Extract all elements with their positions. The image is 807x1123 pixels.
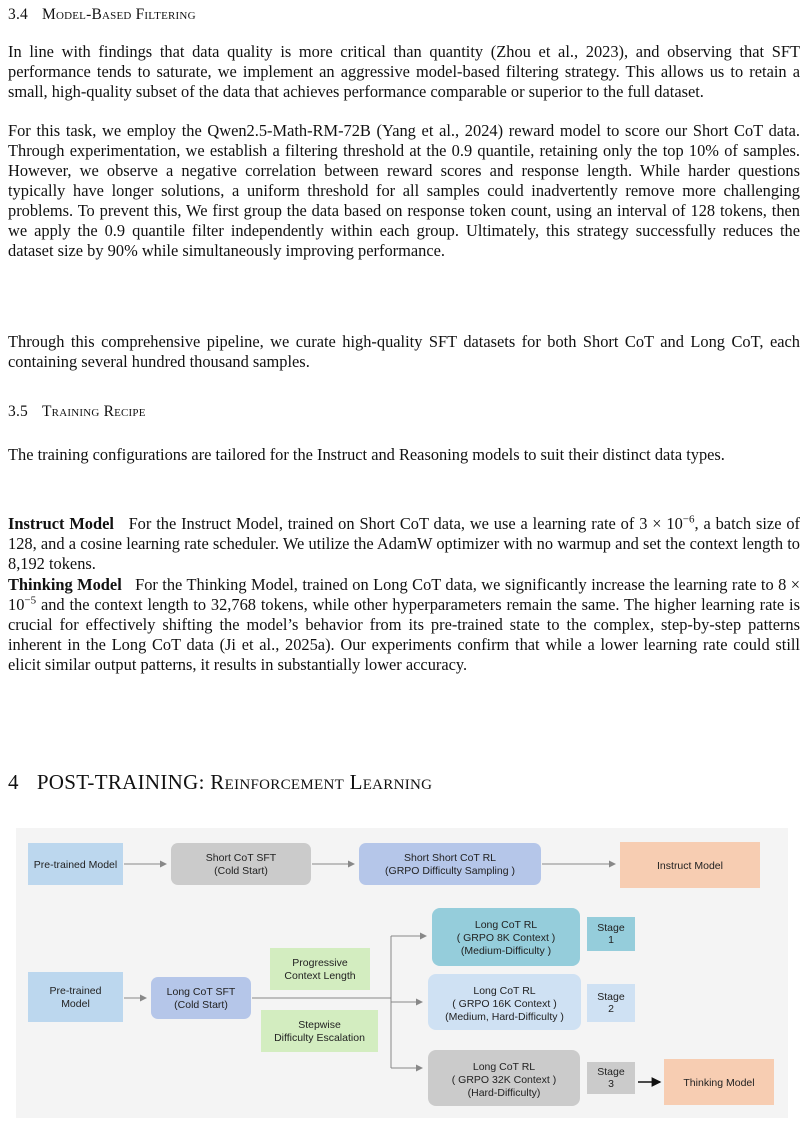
short-cot-sft-box bbox=[171, 843, 311, 885]
section-title: Training Recipe bbox=[41, 403, 146, 420]
long-cot-sft-box bbox=[151, 977, 251, 1019]
stage3-tag-word: Stage bbox=[597, 1066, 625, 1078]
paragraph-training-config: The training configurations are tailored for the Instruct and Reasoning models to suit their distinct data types. bbox=[8, 445, 725, 464]
stage1-tag-number: 1 bbox=[608, 934, 614, 946]
paragraph-filtering-intro: In line with findings that data quality is more critical than quantity (Zhou et al., 2023), and observing that SFT performance tends to saturate, we implement an aggressive model-based filtering strategy. This allows us to retain a small, high-quality subset of the data that achieves performance comparable or superior to the full dataset. bbox=[8, 42, 800, 101]
section-heading-3-4 bbox=[8, 6, 196, 24]
chapter-number: 4 bbox=[8, 770, 19, 794]
stage2-tag-word: Stage bbox=[597, 991, 625, 1003]
stage3-tag-number: 3 bbox=[608, 1078, 614, 1090]
long-cot-sft-label: Long CoT SFT bbox=[166, 986, 236, 998]
pretrained-model-box-2 bbox=[28, 972, 123, 1022]
short-cot-rl-label: Short Short CoT RL bbox=[403, 852, 497, 864]
post-training-pipeline-figure bbox=[16, 828, 788, 1118]
long-cot-sft-sublabel: (Cold Start) bbox=[174, 999, 228, 1011]
stage1-line2: ( GRPO 8K Context ) bbox=[456, 932, 556, 944]
pretrained-label-line2: Model bbox=[61, 998, 90, 1010]
paragraph-head: Thinking Model bbox=[8, 575, 122, 594]
short-cot-rl-box bbox=[359, 843, 541, 885]
stage3-line3: (Hard-Difficulty) bbox=[467, 1087, 541, 1099]
short-cot-sft-label: Short CoT SFT bbox=[205, 852, 277, 864]
stage1-line3: (Medium-Difficulty ) bbox=[460, 945, 552, 957]
stepwise-difficulty-box bbox=[261, 1010, 378, 1052]
stage2-line3: (Medium, Hard-Difficulty ) bbox=[445, 1011, 564, 1023]
stage2-line2: ( GRPO 16K Context ) bbox=[452, 998, 557, 1010]
instruct-model-label: Instruct Model bbox=[657, 860, 723, 872]
difficulty-escalation-label: Difficulty Escalation bbox=[274, 1032, 365, 1044]
chapter-heading-4 bbox=[8, 770, 432, 795]
stage3-line1: Long CoT RL bbox=[472, 1061, 536, 1073]
stage2-line1: Long CoT RL bbox=[473, 985, 536, 997]
chapter-title: POST-TRAINING: Reinforcement Learning bbox=[36, 770, 433, 794]
short-cot-sft-sublabel: (Cold Start) bbox=[214, 865, 268, 877]
pretrained-model-label: Pre-trained Model bbox=[33, 859, 118, 871]
section-number: 3.5 bbox=[8, 403, 28, 420]
section-heading-3-5 bbox=[8, 403, 146, 421]
section-title: Model-Based Filtering bbox=[41, 6, 196, 23]
stage3-line2: ( GRPO 32K Context ) bbox=[451, 1074, 557, 1086]
paragraph-head: Instruct Model bbox=[8, 514, 114, 533]
section-number: 3.4 bbox=[8, 6, 28, 23]
context-length-label: Context Length bbox=[284, 970, 356, 982]
progressive-label: Progressive bbox=[292, 957, 348, 969]
stage1-tag-word: Stage bbox=[597, 922, 625, 934]
pretrained-label-line1: Pre-trained bbox=[49, 985, 102, 997]
paragraph-instruct-model: Instruct Model For the Instruct Model, trained on Short CoT data, we use a learning rate of $3 \times 10^{-6}$, a batch size of 128, and a cosine learning rate scheduler. We utilize the AdamW optimizer with no warmup and set the context length to 8,192 tokens. bbox=[8, 513, 800, 573]
paragraph-pipeline-summary: Through this comprehensive pipeline, we curate high-quality SFT datasets for both Short CoT and Long CoT, each containing several hundred thousand samples. bbox=[8, 332, 800, 371]
stage1-line1: Long CoT RL bbox=[474, 919, 538, 931]
progressive-context-box bbox=[270, 948, 370, 990]
paragraph-thinking-model: Thinking Model For the Thinking Model, trained on Long CoT data, we significantly increase the learning rate to $8 \times 10^{-5}$ and the context length to 32,768 tokens, while other hyperparameters remain the same. The higher learning rate is crucial for effectively shifting the model’s behavior from its pre-trained state to the complex, step-by-step patterns inherent in the Long CoT data (Ji et al., 2025a). Our experiments confirm that while a lower learning rate could still elicit similar output patterns, it results in substantially lower accuracy. bbox=[8, 575, 800, 674]
paragraph-filtering-method: For this task, we employ the Qwen2.5-Math-RM-72B (Yang et al., 2024) reward model to score our Short CoT data. Through experimentation, we establish a filtering threshold at the 0.9 quantile, retaining only the top 10% of samples. However, we observe a negative correlation between reward scores and response length. While harder questions typically have longer solutions, a uniform threshold for all samples could inadvertently remove more challenging problems. To prevent this, We first group the data based on response token count, using an interval of 128 tokens, then we apply the 0.9 quantile filter independently within each group. Ultimately, this strategy successfully reduces the dataset size by 90% while simultaneously improving performance. bbox=[8, 121, 800, 260]
thinking-model-label: Thinking Model bbox=[683, 1077, 755, 1089]
pipeline-diagram bbox=[16, 828, 788, 1118]
stage2-tag-number: 2 bbox=[608, 1003, 614, 1015]
short-cot-rl-sublabel: (GRPO Difficulty Sampling ) bbox=[385, 865, 515, 877]
stepwise-label: Stepwise bbox=[298, 1019, 341, 1031]
